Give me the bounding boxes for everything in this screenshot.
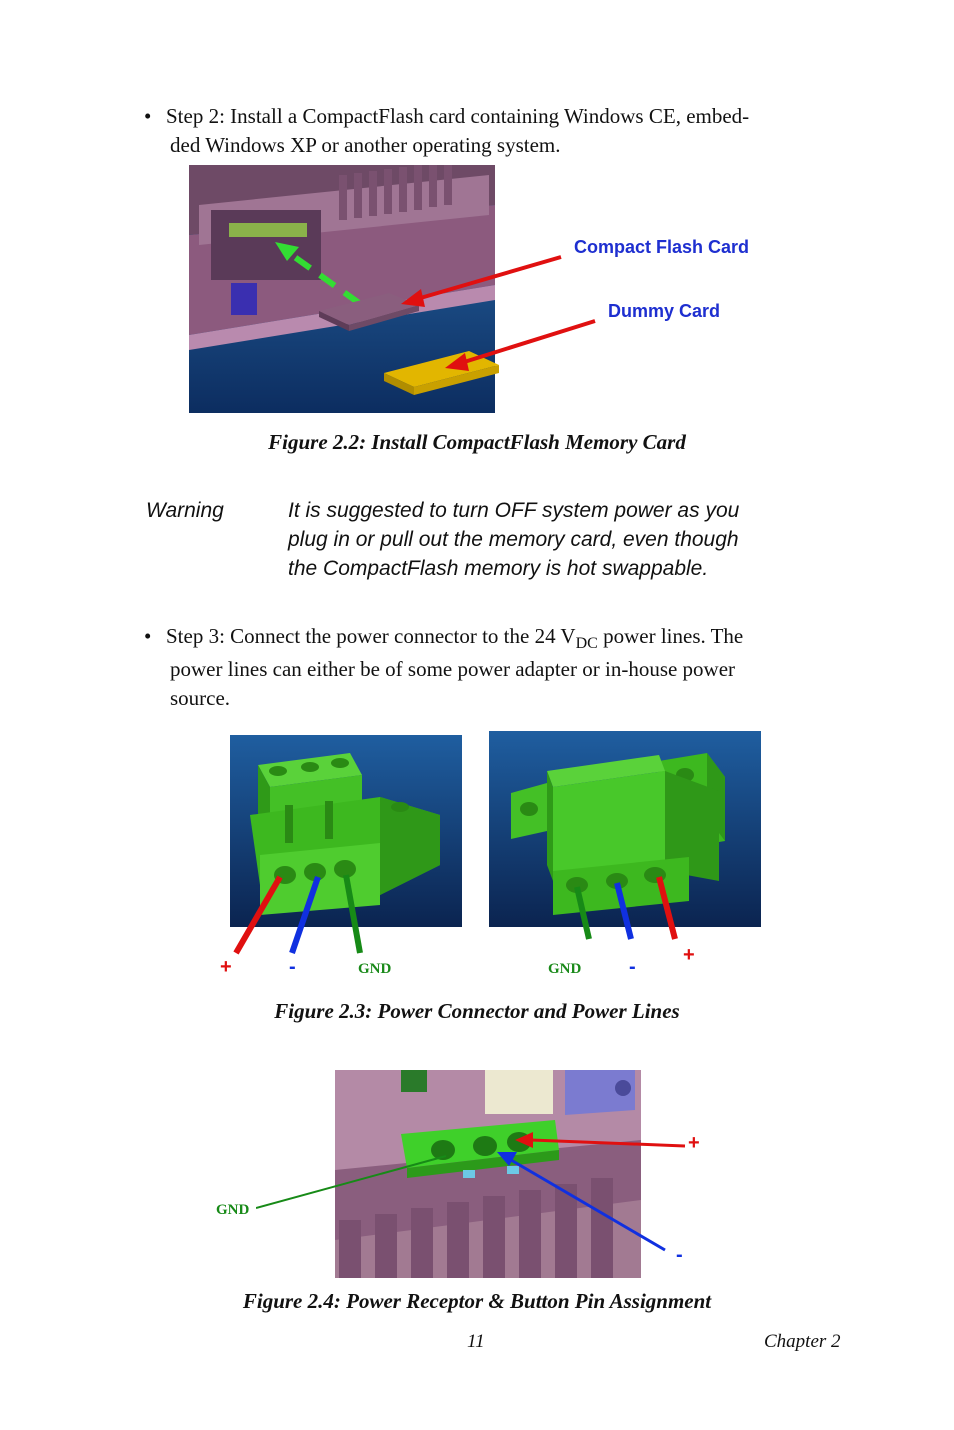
- step3-bullet: •: [144, 624, 152, 648]
- power-connector-rear-illustration: [489, 731, 761, 943]
- warning-line2: plug in or pull out the memory card, even though: [288, 528, 739, 551]
- step3-line1: [166, 622, 743, 658]
- step3-line3: source.: [170, 686, 231, 710]
- fig23-left-minus-label: -: [289, 956, 296, 978]
- step3-line1-pre: Step 3: Connect the power connector to the 24 V: [166, 624, 576, 648]
- warning-line1: It is suggested to turn OFF system power as you: [288, 499, 740, 522]
- step2-line2: ded Windows XP or another operating system.: [170, 133, 561, 157]
- step2-line1: Step 2: Install a CompactFlash card containing Windows CE, embed-: [166, 104, 750, 128]
- page-number: 11: [467, 1331, 485, 1352]
- compactflash-install-illustration: [189, 165, 781, 413]
- figure-2-4-caption: Figure 2.4: Power Receptor & Button Pin Assignment: [242, 1289, 712, 1313]
- label-compact-flash-card: Compact Flash Card: [574, 237, 750, 257]
- fig23-right-minus-label: -: [629, 956, 636, 978]
- fig23-right-gnd-label: GND: [548, 961, 582, 977]
- warning-line3: the CompactFlash memory is hot swappable.: [288, 557, 709, 580]
- step3-line1-post: power lines. The: [597, 624, 744, 648]
- gnd-pointer-line: [256, 1120, 456, 1220]
- chapter-label: Chapter 2: [764, 1331, 841, 1352]
- warning-label: Warning: [146, 499, 224, 522]
- power-connector-front-illustration: [230, 735, 462, 955]
- fig23-left-gnd-label: GND: [358, 961, 392, 977]
- step3-line2: power lines can either be of some power adapter or in-house power: [170, 657, 736, 681]
- figure-2-3-right-image: [489, 731, 761, 943]
- figure-2-2-image: [189, 165, 781, 413]
- step3-line1-sub: DC: [575, 635, 598, 653]
- fig24-gnd-pointer: [256, 1120, 456, 1220]
- figure-2-3-caption: Figure 2.3: Power Connector and Power Lines: [274, 999, 680, 1023]
- fig24-gnd-label: GND: [216, 1202, 250, 1218]
- figure-2-2-caption: Figure 2.2: Install CompactFlash Memory Card: [268, 430, 686, 454]
- figure-2-3-left-image: [230, 735, 462, 955]
- fig24-minus-label: -: [676, 1244, 683, 1266]
- fig24-plus-label: +: [688, 1132, 700, 1154]
- step2-bullet: •: [144, 104, 152, 128]
- fig23-left-plus-label: +: [220, 956, 232, 978]
- label-dummy-card: Dummy Card: [608, 301, 721, 321]
- fig23-right-plus-label: +: [683, 944, 695, 966]
